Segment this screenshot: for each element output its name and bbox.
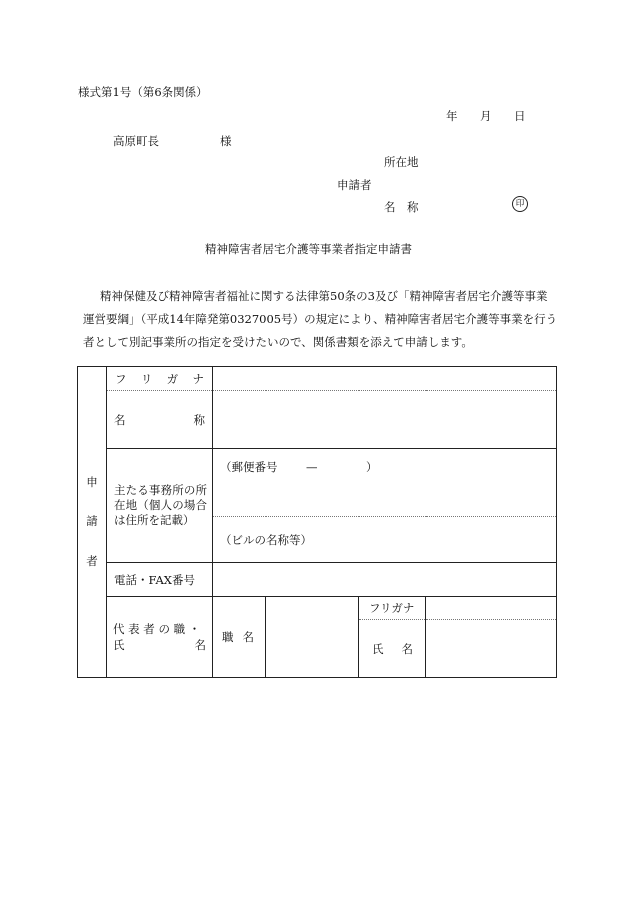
addressee: 高原町長: [113, 134, 159, 148]
form-number: 様式第1号（第6条関係）: [78, 85, 208, 99]
furigana-label: フ リ ガ ナ: [107, 367, 213, 391]
name-label: 名 称: [107, 391, 213, 449]
applicant-label: 申請者: [337, 178, 372, 192]
name-label-1: 名: [384, 200, 396, 214]
location-label: 所在地: [384, 155, 419, 169]
date-year: 年: [446, 109, 458, 123]
postal-code-field[interactable]: （郵便番号 — ）: [213, 449, 557, 517]
phone-fax-label: 電話・FAX番号: [107, 563, 213, 597]
address-label: 主たる事務所の所在地（個人の場合は住所を記載）: [107, 449, 213, 563]
body-line-2: 運営要綱」（平成14年障発第0327005号）の規定により、精神障害者居宅介護等事業を行う: [83, 312, 558, 326]
seal-mark: 印: [512, 196, 528, 212]
name-input[interactable]: [213, 391, 557, 449]
rep-name-label-cell: [359, 597, 426, 678]
rep-furigana-label: フリガナ: [359, 597, 425, 620]
phone-fax-input[interactable]: [213, 563, 557, 597]
rep-name-input-cell[interactable]: [426, 597, 557, 678]
position-input[interactable]: [266, 597, 359, 678]
honorific: 様: [220, 134, 232, 148]
body-line-3: 者として別記事業所の指定を受けたいので、関係書類を添えて申請します。: [83, 335, 473, 349]
position-label: 職 名: [213, 597, 266, 678]
representative-label: 代 表 者 の 職 ・ 氏 名: [107, 597, 213, 678]
applicant-side-label: 申 請 者: [78, 367, 107, 678]
body-line-1: 精神保健及び精神障害者福祉に関する法律第50条の3及び「精神障害者居宅介護等事業: [100, 289, 548, 303]
application-form-table: [77, 366, 557, 678]
date-day: 日: [514, 109, 526, 123]
rep-furigana-input[interactable]: [426, 597, 556, 620]
furigana-input[interactable]: [213, 367, 557, 391]
rep-name-label: 氏 名: [372, 641, 413, 656]
document-title: 精神障害者居宅介護等事業者指定申請書: [205, 242, 412, 256]
date-month: 月: [480, 109, 492, 123]
rep-name-input[interactable]: [426, 620, 556, 677]
building-name-field[interactable]: （ビルの名称等）: [213, 517, 557, 563]
name-label-2: 称: [407, 200, 419, 214]
